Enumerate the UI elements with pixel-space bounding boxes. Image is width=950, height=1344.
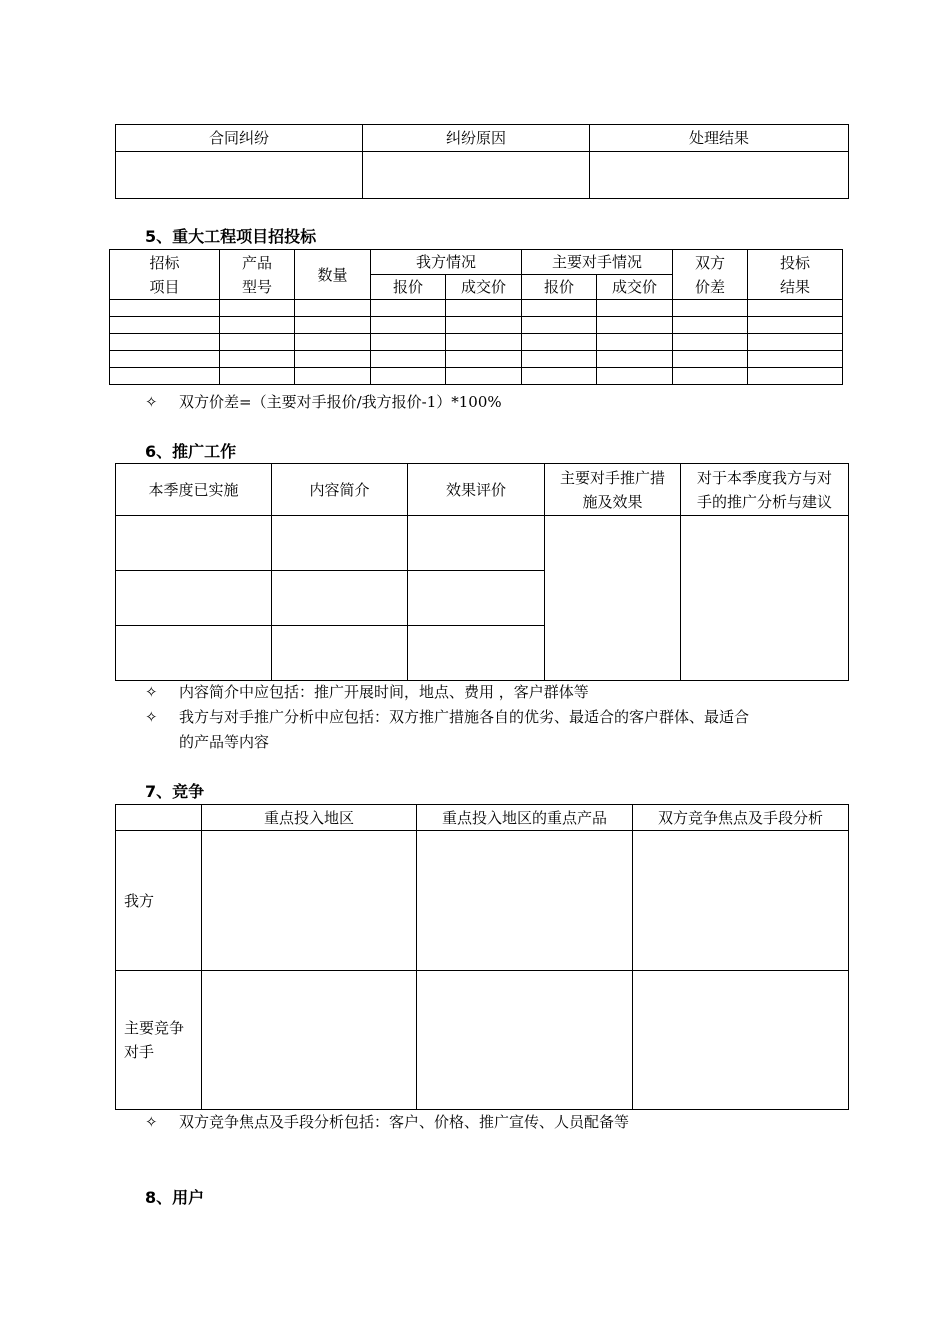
cell-empty[interactable] [220, 368, 295, 385]
cell-empty[interactable] [748, 300, 843, 317]
cell-empty[interactable] [110, 351, 220, 368]
diamond-bullet-icon: ✧ [145, 708, 158, 726]
table-row [110, 368, 843, 385]
section-6-title: 6、推广工作 [145, 442, 237, 461]
cell-empty[interactable] [748, 334, 843, 351]
cell-empty[interactable] [522, 368, 597, 385]
header-bid-project: 招标 项目 [110, 250, 220, 300]
cell-empty[interactable] [673, 351, 748, 368]
cell-empty[interactable] [371, 351, 446, 368]
cell-empty[interactable] [220, 334, 295, 351]
cell-empty[interactable] [597, 351, 673, 368]
cell-empty[interactable] [446, 368, 522, 385]
note-text: 双方价差=（主要对手报价/我方报价-1）*100% [179, 393, 502, 411]
cell-empty[interactable] [446, 317, 522, 334]
cell-empty[interactable] [748, 368, 843, 385]
cell-empty[interactable] [673, 334, 748, 351]
cell-empty[interactable] [371, 368, 446, 385]
table-row [116, 516, 849, 571]
cell-empty[interactable] [673, 300, 748, 317]
header-price-difference: 双方 价差 [673, 250, 748, 300]
cell-empty[interactable] [116, 626, 272, 681]
cell-empty[interactable] [220, 317, 295, 334]
cell-empty[interactable] [408, 516, 545, 571]
cell-empty[interactable] [633, 831, 849, 971]
header-our-deal-price: 成交价 [446, 275, 522, 300]
cell-empty[interactable] [202, 971, 417, 1110]
bidding-table [109, 249, 843, 385]
row-label-ours: 我方 [116, 831, 202, 971]
cell-empty[interactable] [363, 152, 590, 199]
cell-empty[interactable] [116, 516, 272, 571]
cell-empty[interactable] [371, 300, 446, 317]
header-implemented: 本季度已实施 [116, 464, 272, 516]
header-rival-quote: 报价 [522, 275, 597, 300]
diamond-bullet-icon: ✧ [145, 393, 158, 411]
note-text: 双方竞争焦点及手段分析包括：客户、价格、推广宣传、人员配备等 [179, 1113, 630, 1131]
table-row [116, 971, 849, 1110]
header-effect-evaluation: 效果评价 [408, 464, 545, 516]
note-text: 内容简介中应包括：推广开展时间，地点、费用 ，客户群体等 [179, 683, 589, 701]
cell-empty[interactable] [220, 351, 295, 368]
cell-empty[interactable] [597, 334, 673, 351]
cell-empty[interactable] [408, 571, 545, 626]
table-row [110, 334, 843, 351]
cell-empty[interactable] [522, 300, 597, 317]
table-row [110, 317, 843, 334]
header-dispute-reason: 纠纷原因 [363, 125, 590, 152]
cell-empty[interactable] [272, 626, 408, 681]
cell-promotion-analysis[interactable] [681, 516, 849, 681]
table-row [110, 351, 843, 368]
cell-empty[interactable] [597, 368, 673, 385]
cell-empty[interactable] [295, 351, 371, 368]
cell-empty[interactable] [673, 368, 748, 385]
cell-empty[interactable] [446, 334, 522, 351]
header-our-situation: 我方情况 [371, 250, 522, 275]
cell-empty[interactable] [371, 334, 446, 351]
cell-empty[interactable] [295, 334, 371, 351]
header-quantity: 数量 [295, 250, 371, 300]
header-blank [116, 805, 202, 831]
cell-empty[interactable] [633, 971, 849, 1110]
cell-empty[interactable] [446, 300, 522, 317]
cell-empty[interactable] [748, 317, 843, 334]
cell-empty[interactable] [522, 334, 597, 351]
header-rival-deal-price: 成交价 [597, 275, 673, 300]
section-7-title: 7、竞争 [145, 782, 205, 801]
cell-empty[interactable] [673, 317, 748, 334]
competition-table [115, 804, 849, 1110]
header-handling-result: 处理结果 [590, 125, 849, 152]
cell-empty[interactable] [417, 971, 633, 1110]
header-our-quote: 报价 [371, 275, 446, 300]
cell-empty[interactable] [110, 300, 220, 317]
diamond-bullet-icon: ✧ [145, 683, 158, 701]
cell-empty[interactable] [522, 317, 597, 334]
header-content-summary: 内容简介 [272, 464, 408, 516]
cell-empty[interactable] [116, 152, 363, 199]
cell-empty[interactable] [272, 571, 408, 626]
promotion-table [115, 463, 849, 681]
cell-empty[interactable] [408, 626, 545, 681]
cell-empty[interactable] [295, 300, 371, 317]
header-rival-promotion: 主要对手推广措 施及效果 [545, 464, 681, 516]
cell-empty[interactable] [417, 831, 633, 971]
header-key-products: 重点投入地区的重点产品 [417, 805, 633, 831]
cell-empty[interactable] [371, 317, 446, 334]
section-5-title: 5、重大工程项目招投标 [145, 227, 317, 246]
cell-empty[interactable] [295, 368, 371, 385]
header-rival-situation: 主要对手情况 [522, 250, 673, 275]
header-contract-dispute: 合同纠纷 [116, 125, 363, 152]
cell-empty[interactable] [446, 351, 522, 368]
section-6-note-1 [145, 680, 845, 705]
table-row [116, 831, 849, 971]
cell-empty[interactable] [597, 317, 673, 334]
header-product-model: 产品 型号 [220, 250, 295, 300]
section-7-note [145, 1110, 629, 1135]
diamond-bullet-icon: ✧ [145, 1113, 158, 1131]
dispute-table [115, 124, 849, 199]
header-key-region: 重点投入地区 [202, 805, 417, 831]
cell-empty[interactable] [116, 571, 272, 626]
cell-empty[interactable] [597, 300, 673, 317]
cell-empty[interactable] [110, 334, 220, 351]
note-text-continued: 的产品等内容 [179, 733, 270, 751]
cell-empty[interactable] [202, 831, 417, 971]
row-label-rival: 主要竞争 对手 [116, 971, 202, 1110]
section-6-note-2 [145, 705, 845, 755]
cell-empty[interactable] [748, 351, 843, 368]
header-promotion-analysis: 对于本季度我方与对 手的推广分析与建议 [681, 464, 849, 516]
table-row [110, 300, 843, 317]
header-competition-analysis: 双方竞争焦点及手段分析 [633, 805, 849, 831]
cell-empty[interactable] [590, 152, 849, 199]
section-8-title: 8、用户 [145, 1188, 205, 1207]
section-5-note [145, 390, 502, 415]
cell-rival-promotion[interactable] [545, 516, 681, 681]
cell-empty[interactable] [110, 368, 220, 385]
cell-empty[interactable] [522, 351, 597, 368]
note-text: 我方与对手推广分析中应包括：双方推广措施各自的优劣、最适合的客户群体、最适合 [179, 708, 750, 726]
cell-empty[interactable] [110, 317, 220, 334]
cell-empty[interactable] [295, 317, 371, 334]
cell-empty[interactable] [272, 516, 408, 571]
header-bid-result: 投标 结果 [748, 250, 843, 300]
cell-empty[interactable] [220, 300, 295, 317]
